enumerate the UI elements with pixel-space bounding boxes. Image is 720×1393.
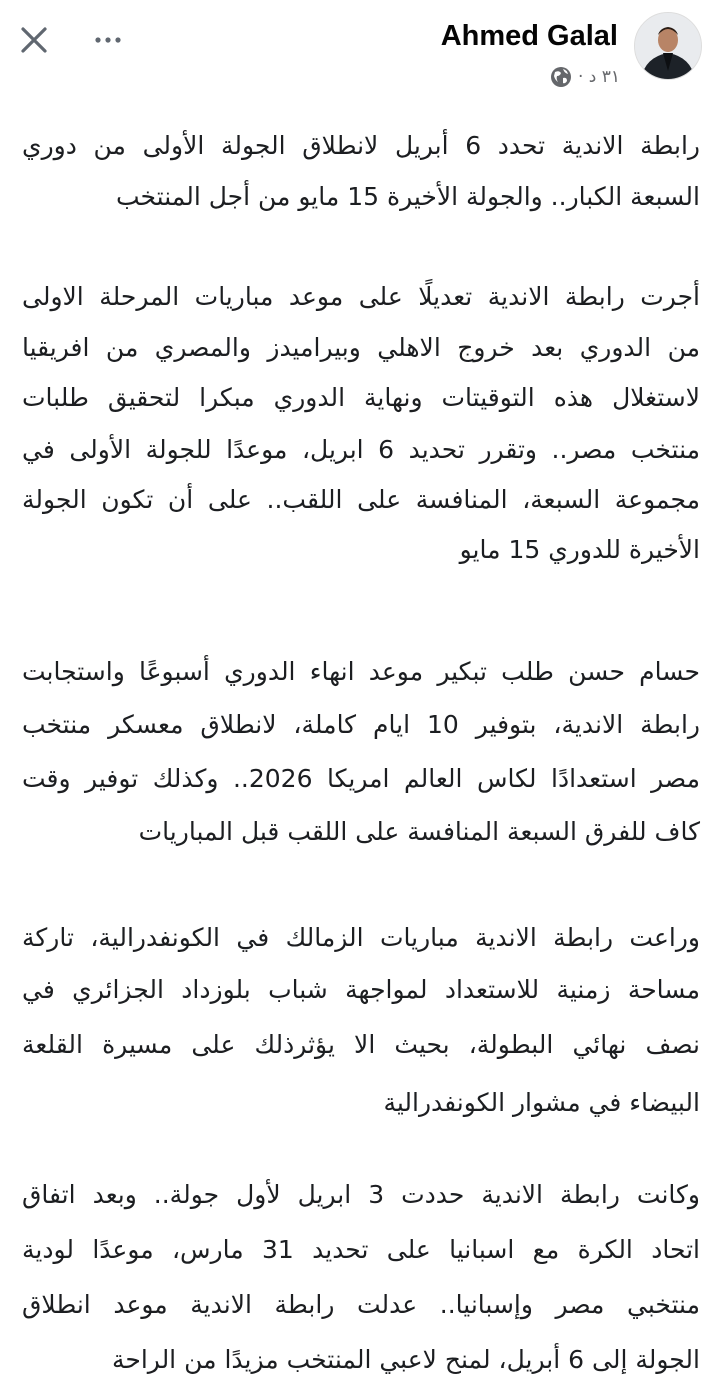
avatar-image <box>635 13 701 79</box>
close-icon[interactable] <box>18 24 50 56</box>
post-text-line: منتخبي مصر وإسبانيا.. عدلت رابطة الاندية موعد انطلاق <box>22 1290 700 1319</box>
more-horizontal-icon[interactable] <box>90 26 126 54</box>
post-text-line: رابطة الاندية، بتوفير 10 ايام كاملة، لانطلاق معسكر منتخب <box>22 710 700 739</box>
post-text-line: أجرت رابطة الاندية تعديلًا على موعد مباريات المرحلة الاولى <box>22 282 700 311</box>
post-text-line: وكانت رابطة الاندية حددت 3 ابريل لأول جولة.. وبعد اتفاق <box>22 1180 700 1209</box>
globe-icon[interactable] <box>550 66 572 88</box>
post-text-line: مساحة زمنية للاستعداد لمواجهة شباب بلوزداد الجزائري في <box>22 975 700 1004</box>
post-text-line: اتحاد الكرة مع اسبانيا على تحديد 31 مارس، موعدًا لودية <box>22 1235 700 1264</box>
post-text-line: رابطة الاندية تحدد 6 أبريل لانطلاق الجولة الأولى من دوري <box>22 131 700 160</box>
post-text-line: الأخيرة للدوري 15 مايو <box>459 535 700 564</box>
post-text-line: من الدوري بعد خروج الاهلي وبيراميدز والمصري من افريقيا <box>22 333 700 362</box>
post-text-line: مجموعة السبعة، المنافسة على اللقب.. على أن تكون الجولة <box>22 485 700 514</box>
post-text-line: نصف نهائي البطولة، بحيث الا يؤثرذلك على مسيرة القلعة <box>22 1030 700 1059</box>
post-text-line: وراعت رابطة الاندية مباريات الزمالك في الكونفدرالية، تاركة <box>22 923 700 952</box>
post-text-line: الجولة إلى 6 أبريل، لمنح لاعبي المنتخب مزيدًا من الراحة <box>111 1345 700 1374</box>
post-text-line: مصر استعدادًا لكاس العالم امريكا 2026.. وكذلك توفير وقت <box>22 764 700 793</box>
post-text-line: لاستغلال هذه التوقيتات ونهاية الدوري مبكرا لتحقيق طلبات <box>22 383 700 412</box>
post-text-line: السبعة الكبار.. والجولة الأخيرة 15 مايو من أجل المنتخب <box>116 182 700 211</box>
post-text-line: كاف للفرق السبعة المنافسة على اللقب قبل المباريات <box>138 817 700 846</box>
timestamp[interactable]: ٣١ د · <box>577 67 620 87</box>
post-meta <box>550 66 620 88</box>
author-name[interactable]: Ahmed Galal <box>440 20 618 52</box>
avatar[interactable] <box>634 12 702 80</box>
post-text-line: حسام حسن طلب تبكير موعد انهاء الدوري أسبوعًا واستجابت <box>22 657 700 686</box>
post-text-line: البيضاء في مشوار الكونفدرالية <box>383 1088 700 1117</box>
post-text-line: منتخب مصر.. وتقرر تحديد 6 ابريل، موعدًا للجولة الأولى في <box>22 435 700 464</box>
